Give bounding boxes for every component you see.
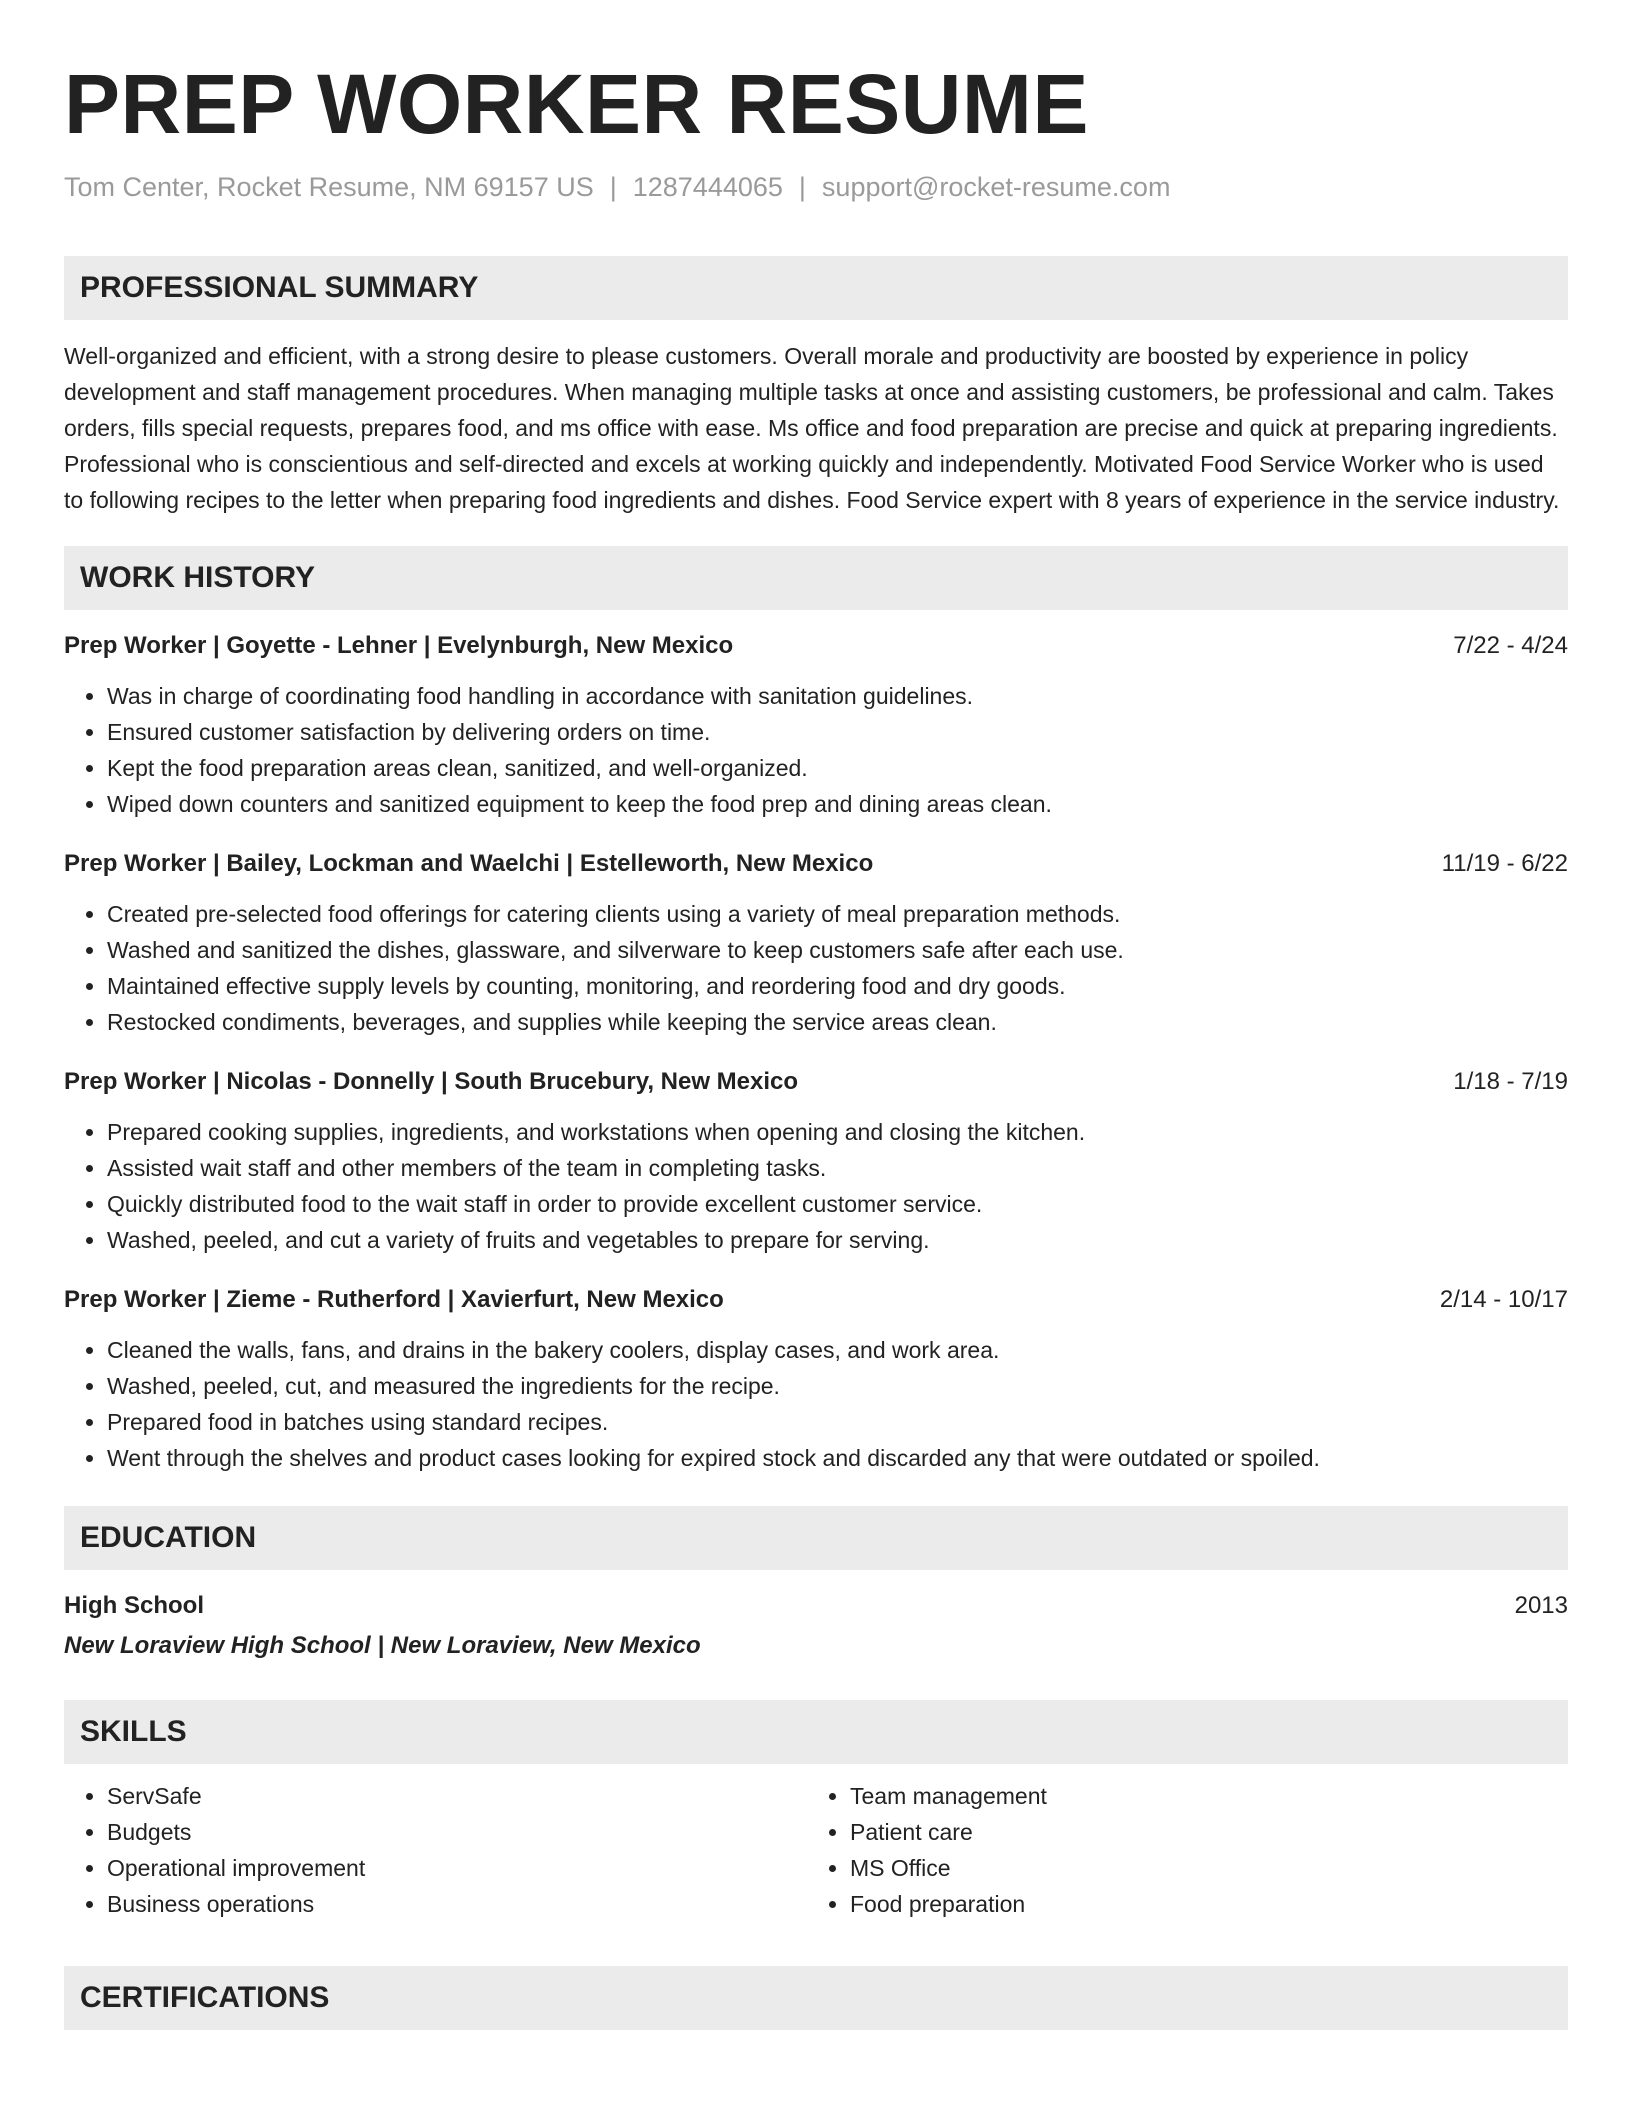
skills-column-left [64, 1778, 807, 1922]
job-entry [64, 1064, 1568, 1258]
job-header [64, 1064, 1568, 1100]
job-duty: • Went through the shelves and product cases looking for expired stock and discarded any that were outdated or spoiled. [107, 1440, 1568, 1476]
skill-item: • Budgets [107, 1814, 807, 1850]
job-entry [64, 1282, 1568, 1476]
job-dates: 11/19 - 6/22 [1441, 850, 1568, 877]
contact-separator: | [798, 172, 806, 202]
job-duty: • Washed, peeled, and cut a variety of fruits and vegetables to prepare for serving. [107, 1222, 1568, 1258]
contact-line [64, 170, 1568, 204]
job-header [64, 1282, 1568, 1318]
job-entry [64, 628, 1568, 822]
skills-list [64, 1778, 1568, 1922]
section-heading-work-history: WORK HISTORY [64, 546, 1568, 610]
contact-email: support@rocket-resume.com [821, 172, 1171, 202]
section-heading-education: EDUCATION [64, 1506, 1568, 1570]
section-heading-skills: SKILLS [64, 1700, 1568, 1764]
job-title: Prep Worker | Zieme - Rutherford | Xavierfurt, New Mexico [64, 1286, 724, 1313]
job-dates: 2/14 - 10/17 [1439, 1286, 1568, 1313]
job-dates: 1/18 - 7/19 [1453, 1068, 1568, 1095]
contact-address: Tom Center, Rocket Resume, NM 69157 US [64, 172, 594, 202]
contact-separator: | [609, 172, 617, 202]
job-duty: • Prepared food in batches using standard recipes. [107, 1404, 1568, 1440]
education-year: 2013 [1514, 1592, 1568, 1619]
job-header [64, 628, 1568, 664]
skills-column-right [807, 1778, 1550, 1922]
education-header [64, 1588, 1568, 1624]
job-title: Prep Worker | Goyette - Lehner | Evelynburgh, New Mexico [64, 632, 734, 659]
job-duty: • Kept the food preparation areas clean, sanitized, and well-organized. [107, 750, 1568, 786]
section-heading-certifications: CERTIFICATIONS [64, 1966, 1568, 2030]
resume-page [64, 0, 1568, 2030]
job-duty: • Cleaned the walls, fans, and drains in the bakery coolers, display cases, and work area. [107, 1332, 1568, 1368]
job-duty: • Ensured customer satisfaction by delivering orders on time. [107, 714, 1568, 750]
job-duties [64, 896, 1568, 1040]
contact-phone: 1287444065 [632, 172, 783, 202]
job-title: Prep Worker | Nicolas - Donnelly | South Brucebury, New Mexico [64, 1068, 799, 1095]
skill-item: • Team management [850, 1778, 1550, 1814]
summary-text: Well-organized and efficient, with a strong desire to please customers. Overall morale and productivity are boosted by experience in policy development and staff management procedures. When managing multiple tasks at once and assisting customers, be professional and calm. Takes orders, fills special requests, prepares food, and ms office with ease. Ms office and food preparation are precise and quick at preparing ingredients. Professional who is conscientious and self-directed and excels at working quickly and independently. Motivated Food Service Worker who is used to following recipes to the letter when preparing food ingredients and dishes. Food Service expert with 8 years of experience in the service industry. [64, 343, 1560, 513]
job-duty: • Maintained effective supply levels by counting, monitoring, and reordering food and dry goods. [107, 968, 1568, 1004]
resume-title: PREP WORKER RESUME [64, 57, 1089, 151]
skill-item: • ServSafe [107, 1778, 807, 1814]
job-dates: 7/22 - 4/24 [1453, 632, 1568, 659]
job-title: Prep Worker | Bailey, Lockman and Waelchi | Estelleworth, New Mexico [64, 850, 874, 877]
job-entry [64, 846, 1568, 1040]
job-duties [64, 1114, 1568, 1258]
section-heading-summary: PROFESSIONAL SUMMARY [64, 256, 1568, 320]
job-duty: • Washed, peeled, cut, and measured the ingredients for the recipe. [107, 1368, 1568, 1404]
job-duty: • Was in charge of coordinating food handling in accordance with sanitation guidelines. [107, 678, 1568, 714]
job-duty: • Wiped down counters and sanitized equipment to keep the food prep and dining areas clean. [107, 786, 1568, 822]
job-duties [64, 678, 1568, 822]
job-duty: • Quickly distributed food to the wait staff in order to provide excellent customer service. [107, 1186, 1568, 1222]
skill-item: • MS Office [850, 1850, 1550, 1886]
job-duties [64, 1332, 1568, 1476]
job-duty: • Created pre-selected food offerings for catering clients using a variety of meal preparation methods. [107, 896, 1568, 932]
job-duty: • Assisted wait staff and other members of the team in completing tasks. [107, 1150, 1568, 1186]
skill-item: • Operational improvement [107, 1850, 807, 1886]
education-school: New Loraview High School | New Loraview, New Mexico [64, 1632, 701, 1659]
education-degree: High School [64, 1592, 204, 1619]
job-duty: • Restocked condiments, beverages, and supplies while keeping the service areas clean. [107, 1004, 1568, 1040]
job-header [64, 846, 1568, 882]
job-duty: • Prepared cooking supplies, ingredients, and workstations when opening and closing the kitchen. [107, 1114, 1568, 1150]
skill-item: • Business operations [107, 1886, 807, 1922]
skill-item: • Food preparation [850, 1886, 1550, 1922]
job-duty: • Washed and sanitized the dishes, glassware, and silverware to keep customers safe after each use. [107, 932, 1568, 968]
skill-item: • Patient care [850, 1814, 1550, 1850]
